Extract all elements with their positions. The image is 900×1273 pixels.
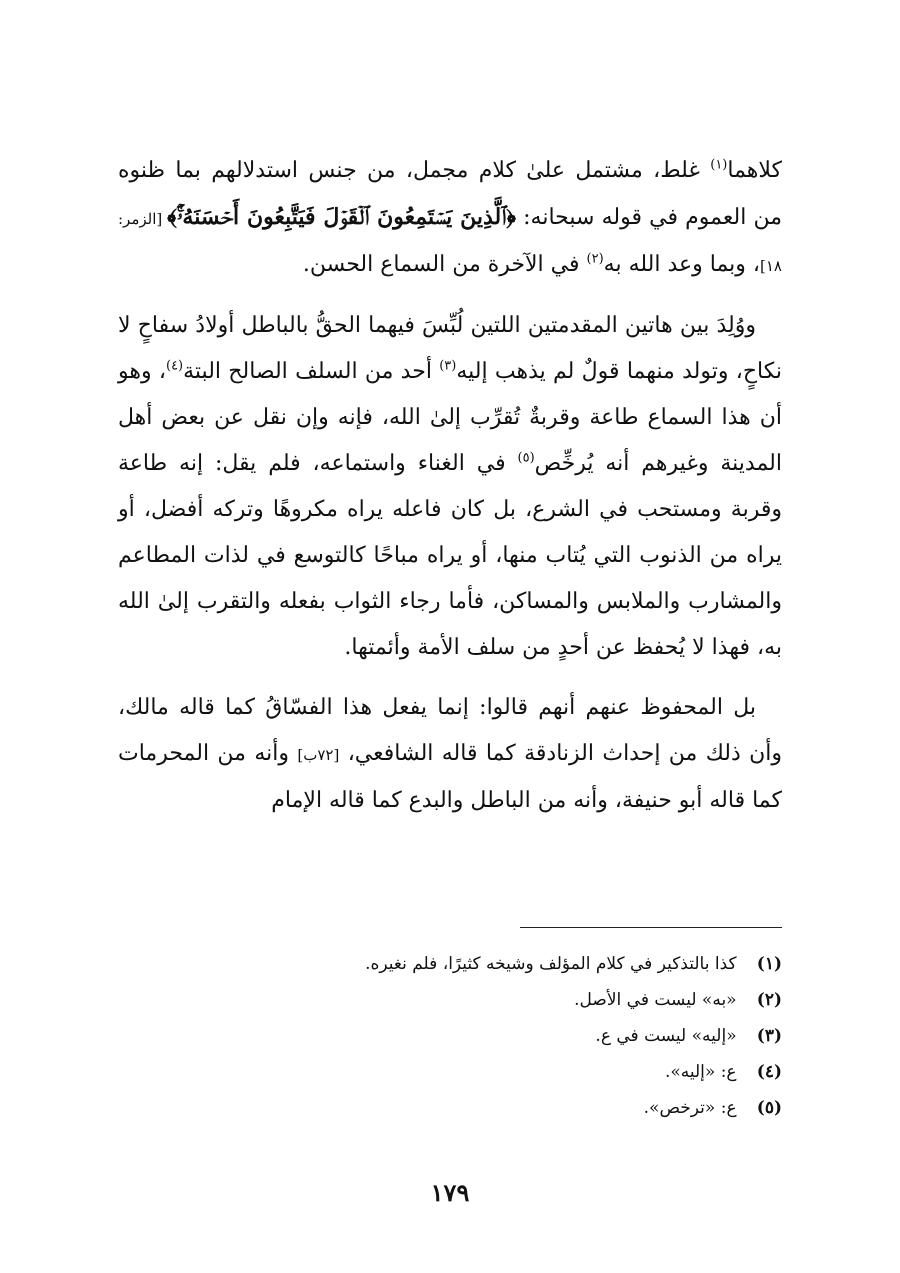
footnote-text: كذا بالتذكير في كلام المؤلف وشيخه كثيرًا، فلم نغيره. (365, 954, 737, 974)
paragraph-1 (118, 148, 782, 289)
footnote-ref-3: (٣) (439, 358, 457, 374)
footnote-number: (٥) (756, 1098, 782, 1118)
page-number: ١٧٩ (430, 1178, 470, 1207)
paragraph-1-text: في الآخرة من السماع الحسن. (302, 252, 587, 277)
paragraph-2-text: في الغناء واستماعه، فلم يقل: إنه طاعة وقربة ومستحب في الشرع، بل كان فاعله يراه مكروهًا وتركه أفضل، أو يراه من الذنوب التي يُتاب منها، أو يراه مباحًا كالتوسع في لذات المطاعم والمشارب والملابس والمساكن، فأما رجاء الثواب بفعله والتقرب إلىٰ الله به، فهذا لا يُحفظ عن أحدٍ من سلف الأمة وأئمتها. (118, 451, 783, 660)
footnote-number: (٣) (756, 1026, 782, 1046)
footnote-5 (118, 1090, 782, 1126)
footnote-ref-5: (٥) (517, 450, 535, 466)
paragraph-1-text: كلاهما (727, 158, 782, 183)
verse-reference: [الزمر: ١٨] (118, 210, 782, 275)
quran-verse: ﴿ٱلَّذِينَ يَسۡتَمِعُونَ ٱلۡقَوۡلَ فَيَتَّبِعُونَ أَحۡسَنَهُۥٓۚ﴾ (167, 204, 516, 230)
manuscript-folio-marker: [٧٢ب] (297, 746, 340, 764)
footnote-1 (118, 946, 782, 982)
paragraph-2-text: أحد من السلف الصالح البتة (183, 359, 440, 384)
paragraph-3-text: بل المحفوظ عنهم أنهم قالوا: إنما يفعل هذا الفسّاقُ كما قاله مالك، وأن ذلك من إحداث الزنادقة كما قاله الشافعي، (118, 695, 782, 766)
paragraph-2-text: ، وهو أن هذا السماع طاعة وقربةٌ تُقرِّب إلىٰ الله، فإنه وإن نقل عن بعض أهل المدينة وغيرهم أنه يُرخِّص (118, 359, 782, 476)
paragraph-1-text: غلط، مشتمل علىٰ كلام مجمل، من جنس استدلالهم بما ظنوه من العموم في قوله سبحانه: (118, 158, 782, 230)
footnote-number: (١) (756, 954, 782, 974)
footnote-number: (٤) (756, 1062, 782, 1082)
footnotes (118, 946, 782, 1126)
footnote-text: «به» ليست في الأصل. (574, 990, 737, 1010)
paragraph-3 (118, 685, 782, 824)
paragraph-2 (118, 303, 782, 671)
footnote-4 (118, 1054, 782, 1090)
main-text (118, 148, 782, 838)
footnote-ref-4: (٤) (165, 358, 184, 374)
footnote-2 (118, 982, 782, 1018)
footnote-ref-1: (١) (710, 157, 728, 173)
paragraph-3-text: وأنه من المحرمات كما قاله أبو حنيفة، وأنه من الباطل والبدع كما قاله الإمام (118, 741, 782, 813)
paragraph-1-text: ، وبما وعد الله به (603, 252, 761, 277)
footnote-text: ع: «إليه». (664, 1062, 737, 1082)
footnote-3 (118, 1018, 782, 1054)
footnote-ref-2: (٢) (586, 251, 604, 267)
paragraph-2-text: ووُلِدَ بين هاتين المقدمتين اللتين لُبِّسَ فيهما الحقُّ بالباطل أولادُ سفاحٍ لا نكاحٍ، وتولد منهما قولٌ لم يذهب إليه (118, 313, 783, 384)
footnote-separator (520, 927, 782, 928)
footnote-text: «إليه» ليست في ع. (595, 1026, 737, 1046)
footnote-text: ع: «ترخص». (643, 1098, 737, 1118)
footnote-number: (٢) (756, 990, 782, 1010)
